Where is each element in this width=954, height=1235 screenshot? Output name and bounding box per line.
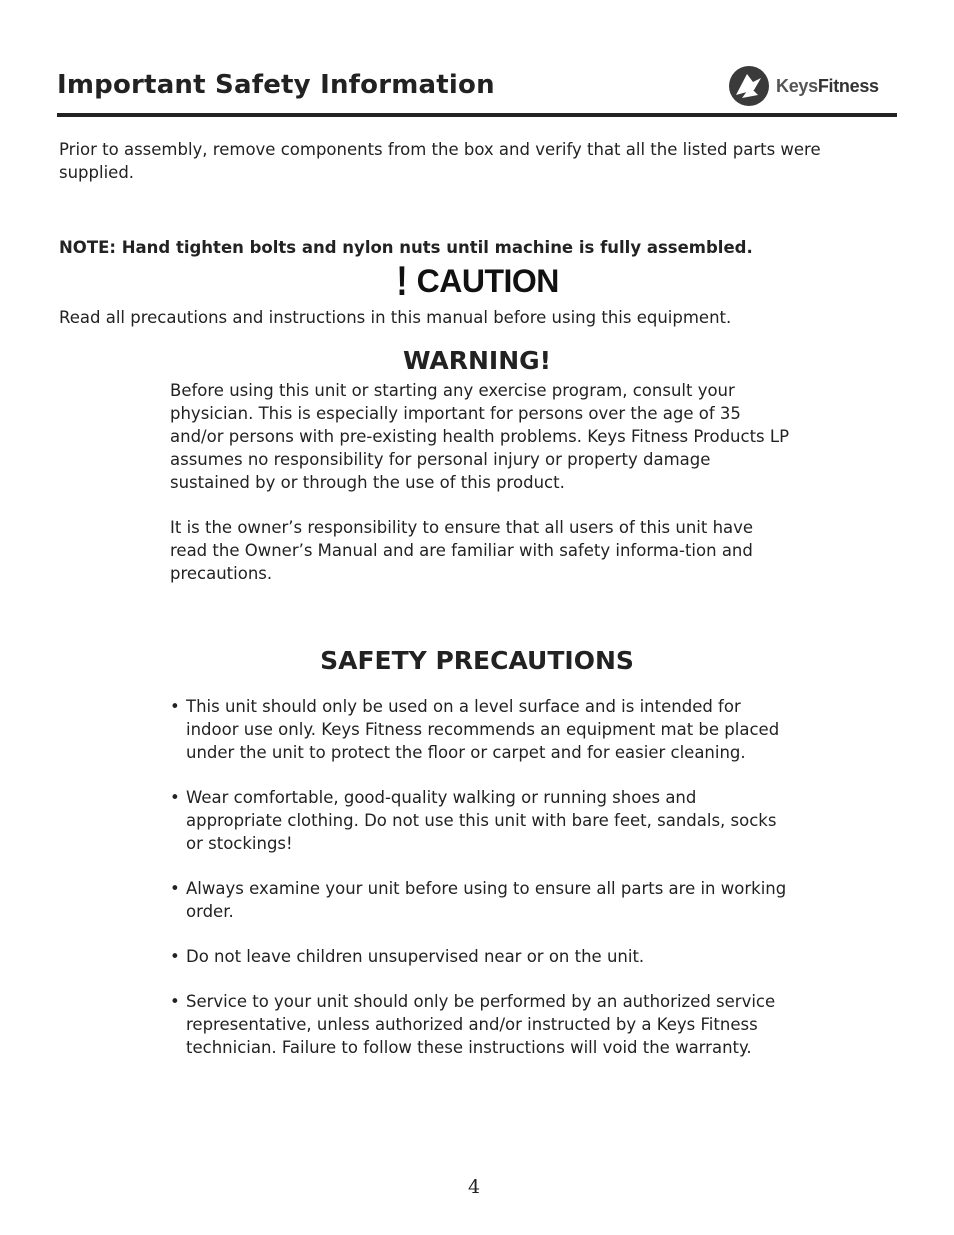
list-item <box>170 786 790 855</box>
header-rule <box>57 113 897 117</box>
warning-paragraph: Before using this unit or starting any exercise program, consult your physician. This is especially important for persons over the age of 35 and/or persons with pre-existing health problems. Keys Fitness Products LP assumes no responsibility for personal injury or property damage sustained by or through the use of this product. <box>170 381 790 492</box>
list-item <box>170 695 790 764</box>
assembly-note: NOTE: Hand tighten bolts and nylon nuts until machine is fully assembled. <box>59 238 753 257</box>
bullet-icon: • <box>170 788 180 807</box>
caution-label: CAUTION <box>416 263 559 299</box>
warning-block <box>170 379 790 607</box>
list-item <box>170 945 790 968</box>
safety-precautions-list <box>170 695 790 1081</box>
page-number: 4 <box>467 1176 481 1198</box>
caution-exclamation-icon: ! <box>396 257 408 304</box>
warning-paragraph: It is the owner’s responsibility to ensure that all users of this unit have read the Owner’s Manual and are familiar with safety informa-tion and precautions. <box>170 518 754 583</box>
list-item-text: This unit should only be used on a level surface and is intended for indoor use only. Keys Fitness recommends an equipment mat be placed under the unit to protect the floor or carpet and for easier cleaning. <box>186 697 780 762</box>
list-item-text: Wear comfortable, good-quality walking or running shoes and appropriate clothing. Do not use this unit with bare feet, sandals, socks or stockings! <box>186 788 777 853</box>
bullet-icon: • <box>170 947 180 966</box>
list-item-text: Service to your unit should only be performed by an authorized service representative, unless authorized and/or instructed by a Keys Fitness technician. Failure to follow these instructions will void the warranty. <box>186 992 776 1057</box>
read-precautions-paragraph: Read all precautions and instructions in this manual before using this equipment. <box>59 308 732 327</box>
intro-paragraph: Prior to assembly, remove components from the box and verify that all the listed parts were supplied. <box>59 140 821 182</box>
list-item-text: Do not leave children unsupervised near or on the unit. <box>186 947 645 966</box>
keys-fitness-logo-mark-icon <box>728 65 770 107</box>
caution-banner <box>0 257 954 304</box>
keys-fitness-logo <box>728 64 879 108</box>
logo-wordmark-fitness: Fitness <box>817 75 879 96</box>
list-item <box>170 990 790 1059</box>
page-title: Important Safety Information <box>57 70 495 100</box>
logo-wordmark-keys: Keys <box>776 75 818 96</box>
bullet-icon: • <box>170 697 180 716</box>
list-item <box>170 877 790 923</box>
warning-heading: WARNING! <box>402 346 552 375</box>
safety-precautions-heading: SAFETY PRECAUTIONS <box>320 646 634 675</box>
logo-wordmark <box>776 76 879 97</box>
list-item-text: Always examine your unit before using to ensure all parts are in working order. <box>186 879 787 921</box>
bullet-icon: • <box>170 879 180 898</box>
bullet-icon: • <box>170 992 180 1011</box>
